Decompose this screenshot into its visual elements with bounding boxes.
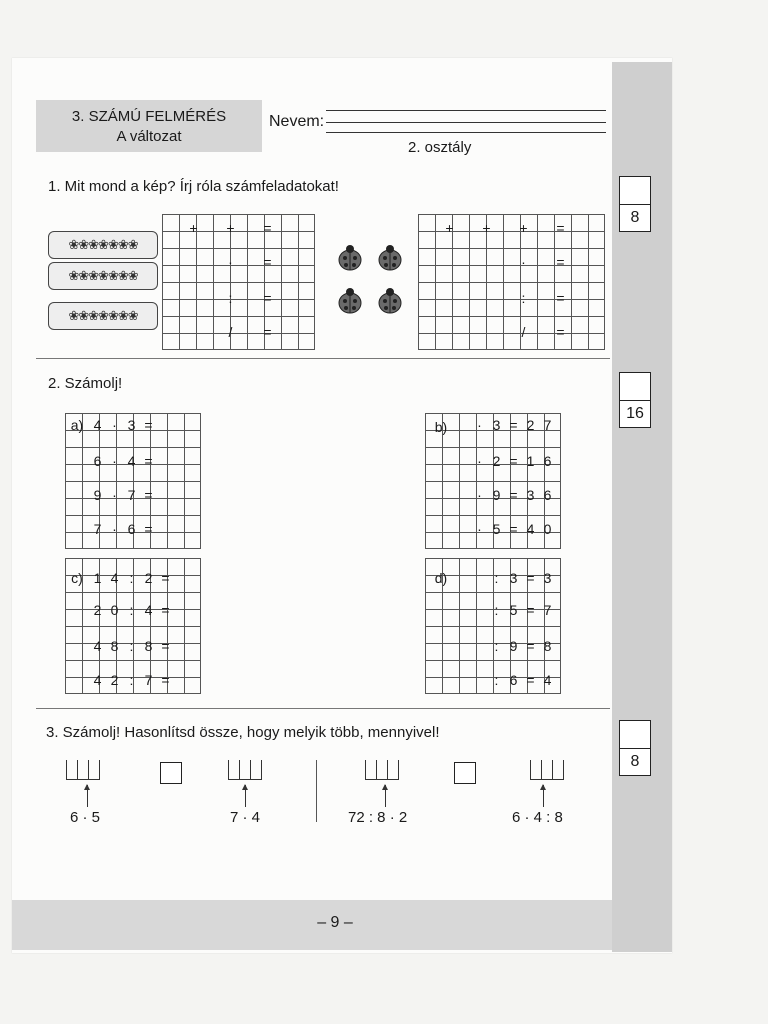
- grid-cell: =: [161, 602, 170, 618]
- grid-cell: 4: [110, 570, 119, 586]
- up-arrow-icon: [543, 785, 544, 807]
- grid-cell: 2: [492, 453, 501, 469]
- grid-cell: 0: [110, 602, 119, 618]
- grid-cell: :: [494, 570, 499, 586]
- grid-cell: =: [509, 453, 518, 469]
- grid-cell: =: [509, 417, 518, 433]
- grid-symbol: =: [556, 324, 565, 340]
- name-line[interactable]: [326, 110, 606, 111]
- grid-cell: 2: [144, 570, 153, 586]
- grid-cell: 7: [127, 487, 136, 503]
- grid-cell: 6: [509, 672, 518, 688]
- grid-symbol: =: [263, 324, 272, 340]
- ladybug-icon: [335, 286, 365, 316]
- score-box-task3[interactable]: [619, 720, 651, 776]
- flower-row: ❀❀❀❀❀❀❀: [48, 302, 158, 330]
- grid-cell: 5: [509, 602, 518, 618]
- grid-cell: ·: [112, 521, 117, 537]
- grid-symbol: ·: [521, 254, 526, 270]
- grid-cell: ·: [112, 487, 117, 503]
- answer-cells[interactable]: [66, 760, 100, 780]
- answer-grid-flowers[interactable]: [162, 214, 315, 350]
- answer-grid-bugs[interactable]: [418, 214, 605, 350]
- grid-cell: =: [161, 638, 170, 654]
- column-separator: [316, 760, 317, 822]
- grid-cell: ·: [477, 453, 482, 469]
- grid-cell: 5: [492, 521, 501, 537]
- grid-cell: 4: [526, 521, 535, 537]
- grid-cell: =: [144, 453, 153, 469]
- task1-title: 1. Mit mond a kép? Írj róla számfeladatokat!: [48, 178, 339, 195]
- grid-symbol: =: [263, 290, 272, 306]
- grid-cell: 6: [93, 453, 102, 469]
- grid-cell: 3: [492, 417, 501, 433]
- score-input[interactable]: [620, 177, 650, 205]
- grid-cell: 0: [543, 521, 552, 537]
- grid-symbol: :: [228, 290, 233, 306]
- grid-cell: =: [144, 487, 153, 503]
- flower-row: ❀❀❀❀❀❀❀: [48, 231, 158, 259]
- up-arrow-icon: [245, 785, 246, 807]
- grid-cell: 2: [93, 602, 102, 618]
- expression: 6 · 4 : 8: [512, 809, 563, 826]
- grid-cell: 8: [144, 638, 153, 654]
- grid-symbol: =: [556, 290, 565, 306]
- name-line[interactable]: [326, 122, 606, 123]
- flower-row: ❀❀❀❀❀❀❀: [48, 262, 158, 290]
- grid-cell: =: [144, 417, 153, 433]
- grid-symbol: ·: [228, 254, 233, 270]
- grid-cell: =: [526, 672, 535, 688]
- exercise-grid-a[interactable]: [65, 413, 201, 549]
- test-title: 3. SZÁMÚ FELMÉRÉS: [71, 108, 227, 125]
- up-arrow-icon: [385, 785, 386, 807]
- score-max: 8: [630, 753, 640, 770]
- grid-cell: :: [129, 638, 134, 654]
- exercise-label: d): [434, 570, 448, 586]
- section-divider: [36, 708, 610, 709]
- grid-cell: =: [509, 521, 518, 537]
- grid-cell: 1: [93, 570, 102, 586]
- ladybug-icon: [335, 243, 365, 273]
- exercise-grid-d[interactable]: [425, 558, 561, 694]
- grid-cell: ·: [112, 417, 117, 433]
- grid-cell: 7: [144, 672, 153, 688]
- score-input[interactable]: [620, 373, 650, 401]
- ladybug-icon: [375, 286, 405, 316]
- expression: 72 : 8 · 2: [348, 809, 408, 826]
- score-box-task2[interactable]: [619, 372, 651, 428]
- expression: 7 · 4: [230, 809, 261, 826]
- answer-cells[interactable]: [228, 760, 262, 780]
- grid-cell: 3: [127, 417, 136, 433]
- grid-cell: 2: [526, 417, 535, 433]
- grid-cell: ·: [477, 521, 482, 537]
- grid-symbol: +: [226, 220, 235, 236]
- grid-cell: 3: [509, 570, 518, 586]
- grid-cell: 7: [543, 417, 552, 433]
- grid-cell: 8: [110, 638, 119, 654]
- grid-cell: 4: [93, 672, 102, 688]
- name-label: Nevem:: [269, 113, 325, 130]
- exercise-label: a): [70, 417, 84, 433]
- grid-cell: 9: [509, 638, 518, 654]
- grid-cell: :: [494, 638, 499, 654]
- grid-cell: :: [129, 672, 134, 688]
- score-input[interactable]: [620, 721, 650, 749]
- grid-cell: =: [526, 602, 535, 618]
- grid-cell: :: [129, 602, 134, 618]
- exercise-label: c): [71, 570, 83, 586]
- task2-title: 2. Számolj!: [48, 375, 123, 392]
- compare-box[interactable]: [160, 762, 182, 784]
- grid-cell: 2: [110, 672, 119, 688]
- expression: 6 · 5: [70, 809, 101, 826]
- grid-cell: =: [144, 521, 153, 537]
- grid-symbol: +: [519, 220, 528, 236]
- grid-cell: 6: [543, 487, 552, 503]
- grid-cell: ·: [477, 487, 482, 503]
- exercise-label: b): [434, 419, 448, 435]
- name-line: [326, 132, 606, 133]
- grid-cell: 4: [127, 453, 136, 469]
- page-number: – 9 –: [317, 914, 353, 931]
- test-variant: A változat: [116, 128, 182, 145]
- grid-symbol: =: [556, 254, 565, 270]
- score-box-task1[interactable]: [619, 176, 651, 232]
- grid-cell: :: [129, 570, 134, 586]
- grid-cell: 9: [93, 487, 102, 503]
- grid-cell: 8: [543, 638, 552, 654]
- grid-symbol: +: [189, 220, 198, 236]
- grid-cell: 1: [526, 453, 535, 469]
- grid-cell: ·: [112, 453, 117, 469]
- grid-cell: =: [161, 570, 170, 586]
- class-label: 2. osztály: [408, 139, 472, 156]
- section-divider: [36, 358, 610, 359]
- compare-box[interactable]: [454, 762, 476, 784]
- grid-cell: =: [526, 570, 535, 586]
- exercise-grid-c[interactable]: [65, 558, 201, 694]
- score-max: 8: [630, 209, 640, 226]
- score-max: 16: [626, 405, 644, 422]
- grid-cell: :: [494, 672, 499, 688]
- grid-cell: 3: [543, 570, 552, 586]
- up-arrow-icon: [87, 785, 88, 807]
- grid-symbol: =: [556, 220, 565, 236]
- grid-symbol: /: [228, 324, 233, 340]
- grid-cell: ·: [477, 417, 482, 433]
- grid-symbol: :: [521, 290, 526, 306]
- grid-symbol: =: [263, 254, 272, 270]
- test-header: [36, 100, 262, 152]
- grid-cell: =: [161, 672, 170, 688]
- grid-cell: 4: [93, 638, 102, 654]
- grid-cell: 4: [144, 602, 153, 618]
- grid-cell: 9: [492, 487, 501, 503]
- grid-cell: 4: [93, 417, 102, 433]
- grid-symbol: /: [521, 324, 526, 340]
- grid-cell: 4: [543, 672, 552, 688]
- grid-cell: 7: [543, 602, 552, 618]
- answer-cells[interactable]: [365, 760, 399, 780]
- grid-symbol: +: [445, 220, 454, 236]
- grid-cell: 6: [127, 521, 136, 537]
- grid-cell: 3: [526, 487, 535, 503]
- grid-cell: :: [494, 602, 499, 618]
- grid-symbol: =: [263, 220, 272, 236]
- grid-cell: =: [526, 638, 535, 654]
- task3-title: 3. Számolj! Hasonlítsd össze, hogy melyik több, mennyivel!: [46, 724, 440, 741]
- answer-cells[interactable]: [530, 760, 564, 780]
- grid-cell: =: [509, 487, 518, 503]
- grid-symbol: +: [482, 220, 491, 236]
- exercise-grid-b[interactable]: [425, 413, 561, 549]
- grid-cell: 6: [543, 453, 552, 469]
- ladybug-icon: [375, 243, 405, 273]
- grid-cell: 7: [93, 521, 102, 537]
